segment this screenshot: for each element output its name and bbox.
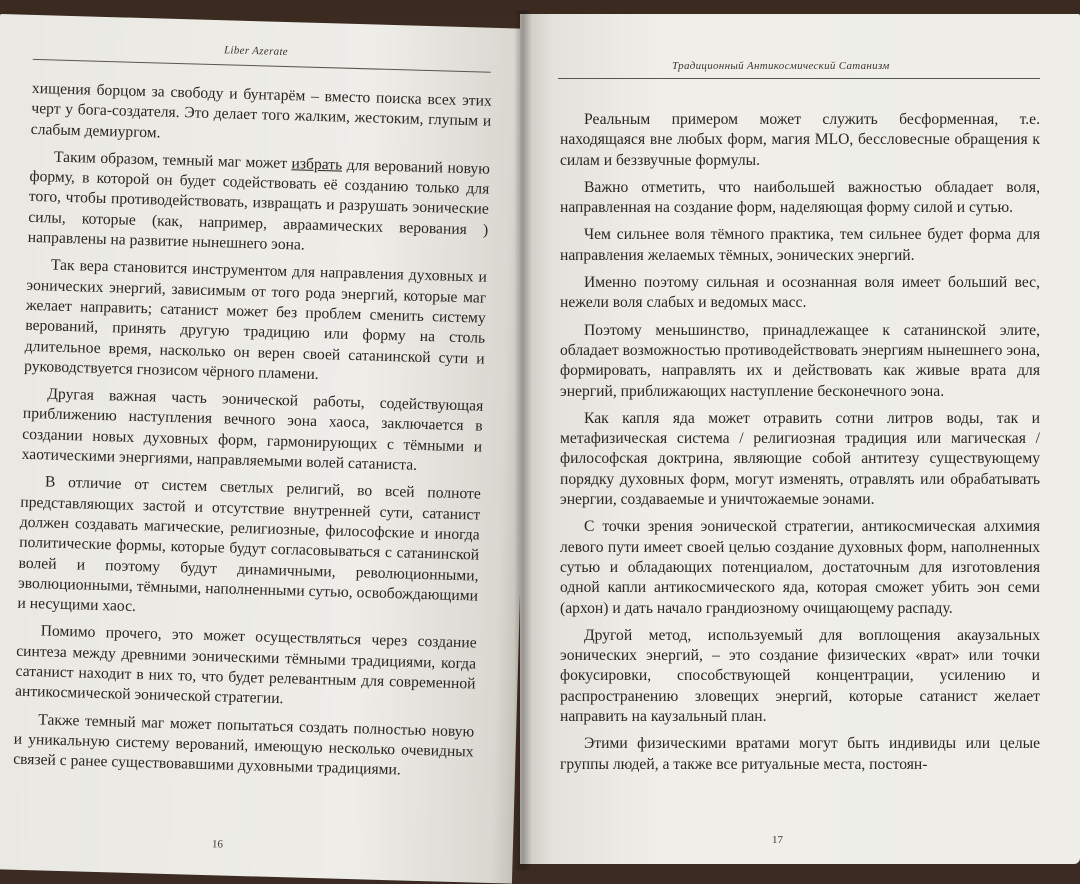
right-page <box>520 14 1080 864</box>
left-paragraph-7: Также темный маг может попытаться создать полностью новую и уникальную систему верований, имеющую несколько очевидных связей с ранее существовавшими духовными традициями. <box>12 710 475 779</box>
right-header-rule <box>558 78 1040 79</box>
right-paragraph-9: Этими физическими вратами могут быть индивиды или целые группы людей, а также все ритуальные места, постоян- <box>560 735 1040 773</box>
right-paragraph-3: Чем сильнее воля тёмного практика, тем сильнее будет форма для направления желаемых тёмных, эонических энергий. <box>560 226 1040 264</box>
left-paragraph-6: Помимо прочего, это может осуществляться через создание синтеза между древними эоническими тёмными традициями, когда сатанист находит в них то, что будет релевантным для современной антикосмической эонической стратегии. <box>14 622 477 708</box>
underlined-word: избрать <box>291 155 343 174</box>
left-paragraph-2 <box>27 147 490 261</box>
left-page-number: 16 <box>211 838 224 851</box>
left-paragraph-2-start: Таким образом, темный маг может <box>53 148 292 173</box>
left-paragraph-5: В отличие от систем светлых религий, во всей полноте представляющих застой и отсутствие внутренней сути, сатанист должен создавать магические, религиозные, философские и иногда политические формы, которые будут согласовываться с сатанинской волей и поэтому будут динамичными, революционными, эволюционными, тёмными, наполненными сутью, освобождающими и несущими хаос. <box>17 473 482 616</box>
left-running-head: Liber Azerate <box>223 44 289 59</box>
left-paragraph-3: Так вера становится инструментом для направления духовных и эонических энергий, зависимым от того рода энергий, которые маг желает направить; сатанист может без проблем сменить систему верований, принять другую традицию или форму на столь длительное время, насколько он верен своей сатанинской сути и руководствуется гнозисом чёрного пламени. <box>23 256 488 383</box>
right-page-body <box>560 110 1040 775</box>
book-gutter <box>514 10 532 870</box>
right-paragraph-1: Реальным примером может служить бесформенная, т.е. находящаяся вне любых форм, магия MLO, бессловесные обращения к силам и беззвучные формулы. <box>560 111 1040 169</box>
right-paragraph-8: Другой метод, используемый для воплощения акаузальных эонических энергий, – это создание физических «врат» или точки фокусировки, способствующей концентрации, усилению и распространению зловещих энергий, которые сатанист желает направить на каузальный план. <box>560 626 1040 726</box>
left-paragraph-2-end: для верований новую форму, в которой он будет содействовать её созданию только для того, чтобы противодействовать, извращать и разрушать эонические силы, которые (как, например, авраамических верования ) направлены на развитие нынешнего эона. <box>27 156 491 254</box>
left-page-body <box>13 79 492 790</box>
right-paragraph-7: С точки зрения эонической стратегии, антикосмическая алхимия левого пути имеет своей целью создание духовных форм, наполненных сутью и обладающих потенциалом, достаточным для изготовления одной капли антикосмического яда, которая сможет убить эон семи (архон) и дать начало грандиозному очищающему распаду. <box>560 518 1040 617</box>
right-paragraph-2: Важно отметить, что наибольшей важностью обладает воля, направленная на создание форм, наделяющая форму силой и сутью. <box>560 178 1040 217</box>
right-paragraph-6: Как капля яда может отравить сотни литров воды, так и метафизическая система / религиозная традиция или магическая / философская доктрина, являющие собой антитезу существующему порядку духовных форм, могут изменять, отравлять или обрабатывать энергии, создаваемые и уничтожаемые эонами. <box>560 409 1040 509</box>
right-paragraph-4: Именно поэтому сильная и осознанная воля имеет больший вес, нежели воля слабых и ведомых масс. <box>560 274 1040 312</box>
left-page <box>0 14 536 884</box>
right-paragraph-5: Поэтому меньшинство, принадлежащее к сатанинской элите, обладает возможностью противодействовать энергиям нынешнего эона, формировать, направлять их и действовать как живые врата для энергий, приближающих наступление бесконечного эона. <box>560 321 1040 400</box>
right-running-head: Традиционный Антикосмический Сатанизм <box>672 60 890 72</box>
right-page-number: 17 <box>772 834 783 846</box>
left-header-rule <box>33 59 491 73</box>
left-paragraph-4: Другая важная часть эонической работы, содействующая приближению наступления вечного эона хаоса, заключается в создании новых духовных форм, гармонирующих с тёмными и хаотическими энергиями, направляемыми волей сатаниста. <box>21 385 484 474</box>
left-paragraph-1: хищения борцом за свободу и бунтарём – вместо поиска всех этих черт у бога-создателя. Это делает того жалким, жестоким, глупым и слабым демиургом. <box>30 79 492 142</box>
